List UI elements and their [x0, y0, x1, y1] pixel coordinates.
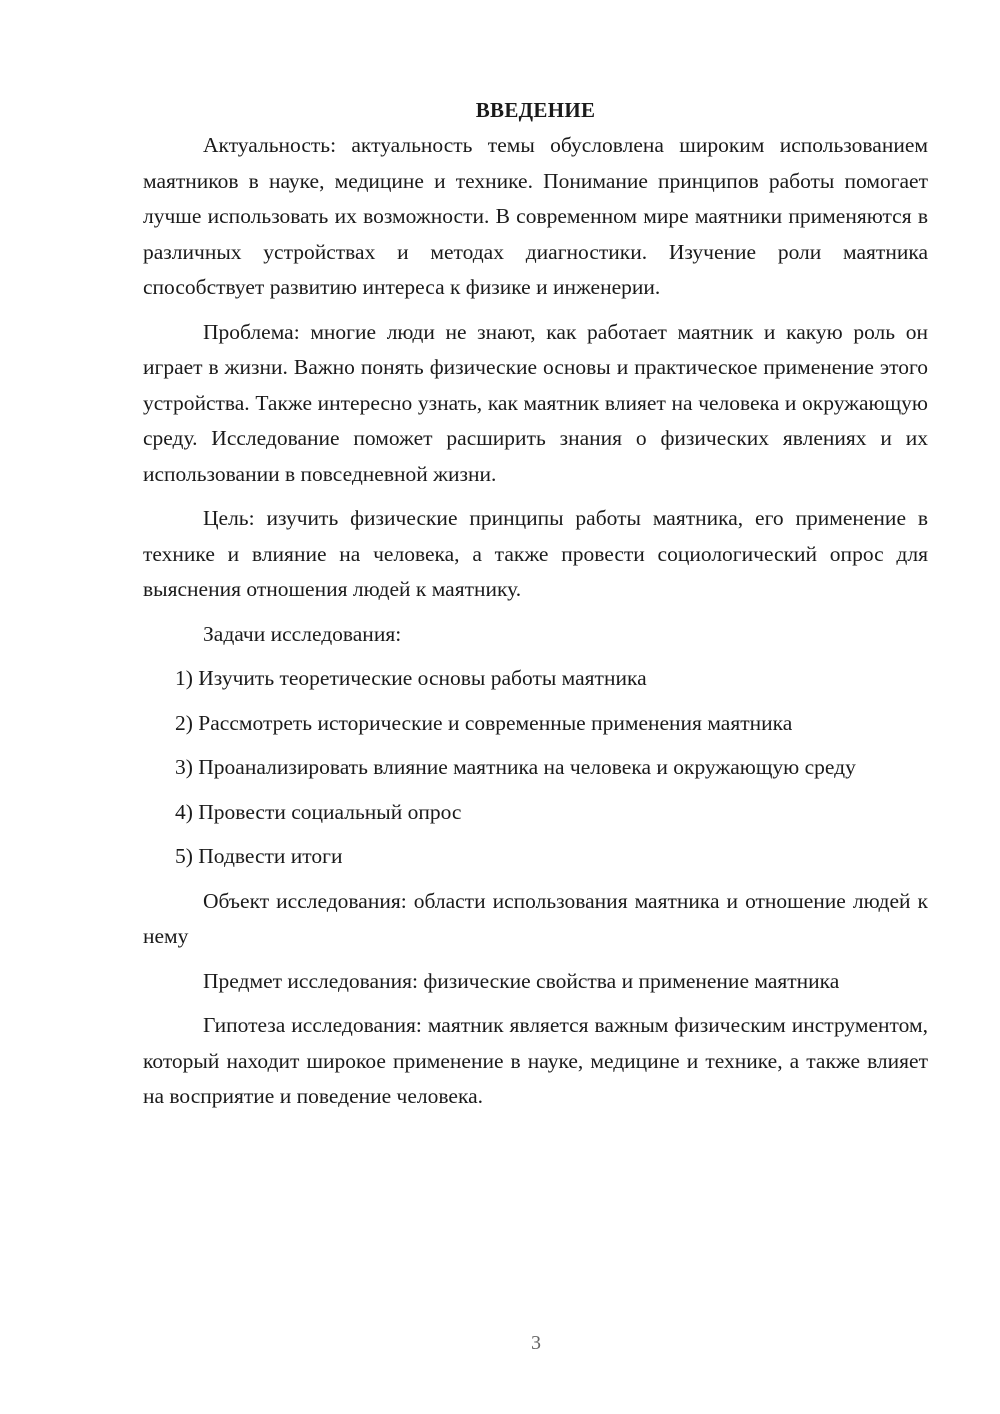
task-item-1: 1) Изучить теоретические основы работы маятника: [175, 666, 647, 690]
paragraph-subject: Предмет исследования: физические свойства и применение маятника: [203, 968, 840, 993]
paragraph-object: Объект исследования: области использования маятника и отношение людей к нему: [143, 888, 928, 948]
page-number: 3: [531, 1332, 541, 1354]
task-item-3: 3) Проанализировать влияние маятника на человека и окружающую среду: [175, 755, 856, 779]
section-title: ВВЕДЕНИЕ: [475, 98, 596, 122]
paragraph-relevance: Актуальность: актуальность темы обусловлена широким использованием маятников в науке, медицине и технике. Понимание принципов работы помогает лучше использовать их возможности. В современном мире маятники применяются в различных устройствах и методах диагностики. Изучение роли маятника способствует развитию интереса к физике и инженерии.: [143, 133, 928, 299]
document-page: [143, 92, 928, 1124]
paragraph-problem: Проблема: многие люди не знают, как работает маятник и какую роль он играет в жизни. Важно понять физические основы и практическое применение этого устройства. Также интересно узнать, как маятник влияет на человека и окружающую среду. Исследование поможет расширить знания о физических явлениях и их использовании в повседневной жизни.: [143, 319, 928, 486]
task-item-5: 5) Подвести итоги: [175, 844, 343, 868]
task-item-2: 2) Рассмотреть исторические и современные применения маятника: [175, 710, 793, 735]
tasks-heading: Задачи исследования:: [203, 621, 402, 646]
paragraph-hypothesis: Гипотеза исследования: маятник является важным физическим инструментом, который находит широкое применение в науке, медицине и технике, а также влияет на восприятие и поведение человека.: [143, 1013, 928, 1108]
paragraph-goal: Цель: изучить физические принципы работы маятника, его применение в технике и влияние на человека, а также провести социологический опрос для выяснения отношения людей к маятнику.: [143, 506, 928, 601]
task-item-4: 4) Провести социальный опрос: [175, 799, 462, 824]
